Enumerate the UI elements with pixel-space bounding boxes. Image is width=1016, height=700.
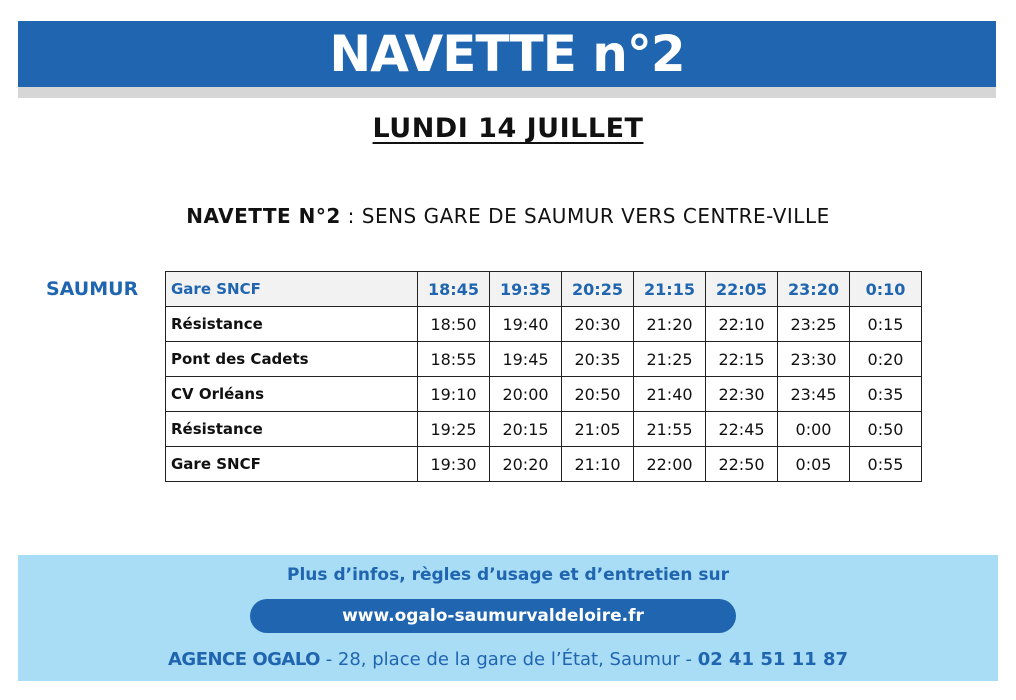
stop-name-cell: Gare SNCF [166, 447, 418, 482]
agency-phone[interactable]: 02 41 51 11 87 [697, 649, 848, 670]
agency-name: AGENCE OGALO [167, 649, 320, 670]
departure-time-cell: 22:05 [706, 272, 778, 307]
route-separator: : [340, 204, 362, 228]
departure-time-cell: 22:30 [706, 377, 778, 412]
departure-time-cell: 23:20 [778, 272, 850, 307]
page-title-banner [18, 21, 996, 87]
departure-time-cell: 0:10 [850, 272, 922, 307]
departure-time-cell: 22:45 [706, 412, 778, 447]
departure-time-cell: 20:25 [562, 272, 634, 307]
agency-address: - 28, place de la gare de l’État, Saumur - [319, 649, 698, 670]
departure-time-cell: 0:35 [850, 377, 922, 412]
departure-time-cell: 21:20 [634, 307, 706, 342]
departure-time-cell: 0:05 [778, 447, 850, 482]
stop-name-cell: Pont des Cadets [166, 342, 418, 377]
departure-time-cell: 18:55 [418, 342, 490, 377]
departure-time-cell: 20:20 [490, 447, 562, 482]
departure-time-cell: 20:35 [562, 342, 634, 377]
departure-time-cell: 23:30 [778, 342, 850, 377]
stop-name-cell: CV Orléans [166, 377, 418, 412]
departure-time-cell: 0:20 [850, 342, 922, 377]
departure-time-cell: 22:00 [634, 447, 706, 482]
table-row [166, 342, 922, 377]
departure-time-cell: 22:50 [706, 447, 778, 482]
departure-time-cell: 23:45 [778, 377, 850, 412]
departure-time-cell: 19:25 [418, 412, 490, 447]
departure-time-cell: 21:55 [634, 412, 706, 447]
departure-time-cell: 22:15 [706, 342, 778, 377]
departure-time-cell: 0:00 [778, 412, 850, 447]
table-row [166, 377, 922, 412]
departure-time-cell: 22:10 [706, 307, 778, 342]
departure-time-cell: 20:00 [490, 377, 562, 412]
departure-time-cell: 20:50 [562, 377, 634, 412]
table-row [166, 272, 922, 307]
departure-time-cell: 21:40 [634, 377, 706, 412]
table-row [166, 412, 922, 447]
website-link[interactable]: www.ogalo-saumurvaldeloire.fr [250, 599, 736, 633]
stop-name-cell: Résistance [166, 412, 418, 447]
departure-time-cell: 0:15 [850, 307, 922, 342]
departure-time-cell: 0:50 [850, 412, 922, 447]
stop-name-cell: Résistance [166, 307, 418, 342]
departure-time-cell: 19:35 [490, 272, 562, 307]
route-subtitle [0, 204, 1016, 228]
departure-time-cell: 18:50 [418, 307, 490, 342]
table-row [166, 447, 922, 482]
page-title: NAVETTE n°2 [329, 25, 685, 83]
route-direction: SENS GARE DE SAUMUR VERS CENTRE-VILLE [361, 204, 830, 228]
stop-name-cell: Gare SNCF [166, 272, 418, 307]
departure-time-cell: 19:45 [490, 342, 562, 377]
table-row [166, 307, 922, 342]
date-heading [0, 113, 1016, 144]
info-panel [18, 555, 998, 681]
departure-time-cell: 19:30 [418, 447, 490, 482]
departure-time-cell: 21:15 [634, 272, 706, 307]
departure-time-cell: 19:40 [490, 307, 562, 342]
departure-time-cell: 21:25 [634, 342, 706, 377]
agency-line [18, 649, 998, 670]
departure-time-cell: 0:55 [850, 447, 922, 482]
banner-divider [18, 87, 996, 98]
departure-time-cell: 20:30 [562, 307, 634, 342]
date-text: LUNDI 14 JUILLET [372, 113, 644, 144]
departure-time-cell: 21:10 [562, 447, 634, 482]
departure-time-cell: 19:10 [418, 377, 490, 412]
departure-time-cell: 18:45 [418, 272, 490, 307]
departure-time-cell: 23:25 [778, 307, 850, 342]
info-text: Plus d’infos, règles d’usage et d’entretien sur [287, 565, 729, 585]
departure-time-cell: 20:15 [490, 412, 562, 447]
route-name: NAVETTE N°2 [186, 204, 341, 228]
departure-time-cell: 21:05 [562, 412, 634, 447]
schedule-table [165, 271, 922, 482]
city-label: SAUMUR [46, 278, 139, 300]
